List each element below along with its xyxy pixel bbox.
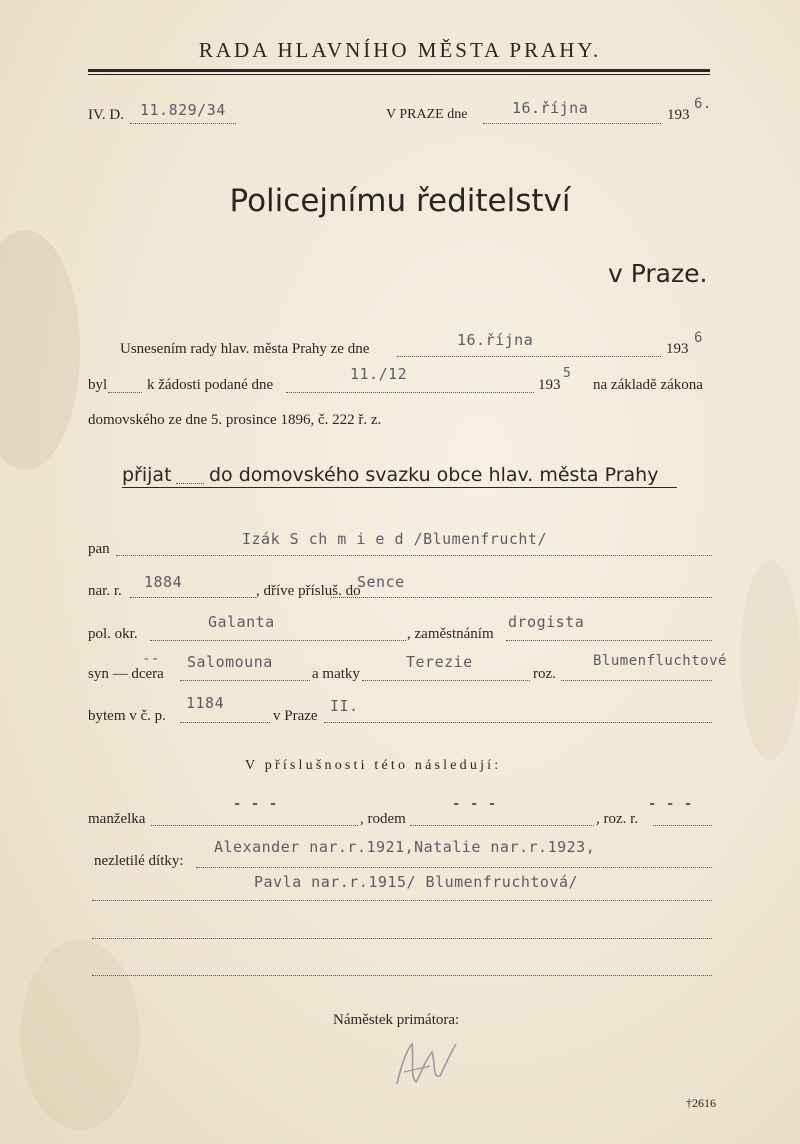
signature-label: Náměstek primátora: bbox=[333, 1012, 460, 1028]
children-line-2: Pavla nar.r.1915/ Blumenfruchtová/ bbox=[254, 873, 579, 891]
header-rule-bottom bbox=[88, 74, 710, 75]
resolution-date: 16.října bbox=[457, 331, 534, 349]
request-year-suffix: 5 bbox=[563, 366, 572, 381]
ref-year-prefix: 193 bbox=[667, 107, 690, 123]
mother-name: Terezie bbox=[406, 653, 473, 671]
roz-r-label: , roz. r. bbox=[596, 811, 639, 827]
drive-label: , dříve přísluš. do bbox=[256, 583, 361, 599]
person-name: Izák S ch m i e d /Blumenfrucht/ bbox=[242, 530, 547, 548]
addressee-city: v Praze. bbox=[608, 259, 708, 288]
okr-label: pol. okr. bbox=[88, 626, 138, 642]
addressee-title: Policejnímu ředitelství bbox=[229, 183, 571, 219]
birth-year: 1884 bbox=[144, 573, 183, 591]
rodem-label: , rodem bbox=[360, 811, 406, 827]
resolution-year-prefix: 193 bbox=[666, 341, 689, 357]
place-label: V PRAZE dne bbox=[386, 107, 468, 122]
roz-label: roz. bbox=[533, 666, 556, 682]
decision-underline bbox=[122, 487, 677, 488]
form-number: †2616 bbox=[686, 1096, 716, 1110]
ref-date: 16.října bbox=[512, 99, 589, 117]
signature-scribble bbox=[392, 1032, 462, 1092]
request-label-c: na základě zákona bbox=[593, 377, 703, 393]
children-line-1: Alexander nar.r.1921,Natalie nar.r.1923, bbox=[214, 838, 596, 856]
resolution-year-suffix: 6 bbox=[694, 330, 703, 346]
mother-maiden-name: Blumenfluchtové bbox=[593, 653, 727, 669]
request-label-a: byl bbox=[88, 377, 108, 393]
occupation: drogista bbox=[508, 613, 585, 631]
syn-label: syn — dcera bbox=[88, 666, 164, 682]
wife-year: - - - bbox=[648, 796, 693, 812]
request-label-b: k žádosti podané dne bbox=[147, 377, 274, 393]
occupation-label: , zaměstnáním bbox=[407, 626, 494, 642]
request-date: 11./12 bbox=[350, 365, 408, 383]
previous-place: Sence bbox=[357, 573, 405, 591]
matky-label: a matky bbox=[312, 666, 360, 682]
children-label: nezletilé dítky: bbox=[94, 853, 184, 869]
father-name: Salomouna bbox=[187, 653, 273, 671]
ref-year-suffix: 6. bbox=[694, 96, 712, 112]
ref-prefix: IV. D. bbox=[88, 107, 124, 123]
decision-word: přijat bbox=[122, 464, 172, 486]
resolution-label: Usnesením rady hlav. města Prahy ze dne bbox=[120, 341, 370, 357]
v-praze-label: v Praze bbox=[273, 708, 318, 724]
family-heading: V příslušnosti této následují: bbox=[245, 758, 502, 773]
wife-name: - - - bbox=[233, 796, 278, 812]
header-title: RADA HLAVNÍHO MĚSTA PRAHY. bbox=[198, 38, 602, 62]
pan-label: pan bbox=[88, 541, 110, 557]
district-number: II. bbox=[330, 697, 359, 715]
district: Galanta bbox=[208, 613, 275, 631]
bytem-label: bytem v č. p. bbox=[88, 708, 166, 724]
request-year-prefix: 193 bbox=[538, 377, 561, 393]
header-rule-top bbox=[88, 69, 710, 72]
wife-label: manželka bbox=[88, 811, 146, 827]
ref-number: 11.829/34 bbox=[140, 101, 226, 119]
nar-label: nar. r. bbox=[88, 583, 122, 599]
house-number: 1184 bbox=[186, 694, 225, 712]
wife-origin: - - - bbox=[452, 796, 497, 812]
syn-dash: -- bbox=[142, 651, 160, 667]
request-law: domovského ze dne 5. prosince 1896, č. 222 ř. z. bbox=[88, 412, 382, 428]
decision-rest: do domovského svazku obce hlav. města Prahy bbox=[209, 464, 659, 486]
